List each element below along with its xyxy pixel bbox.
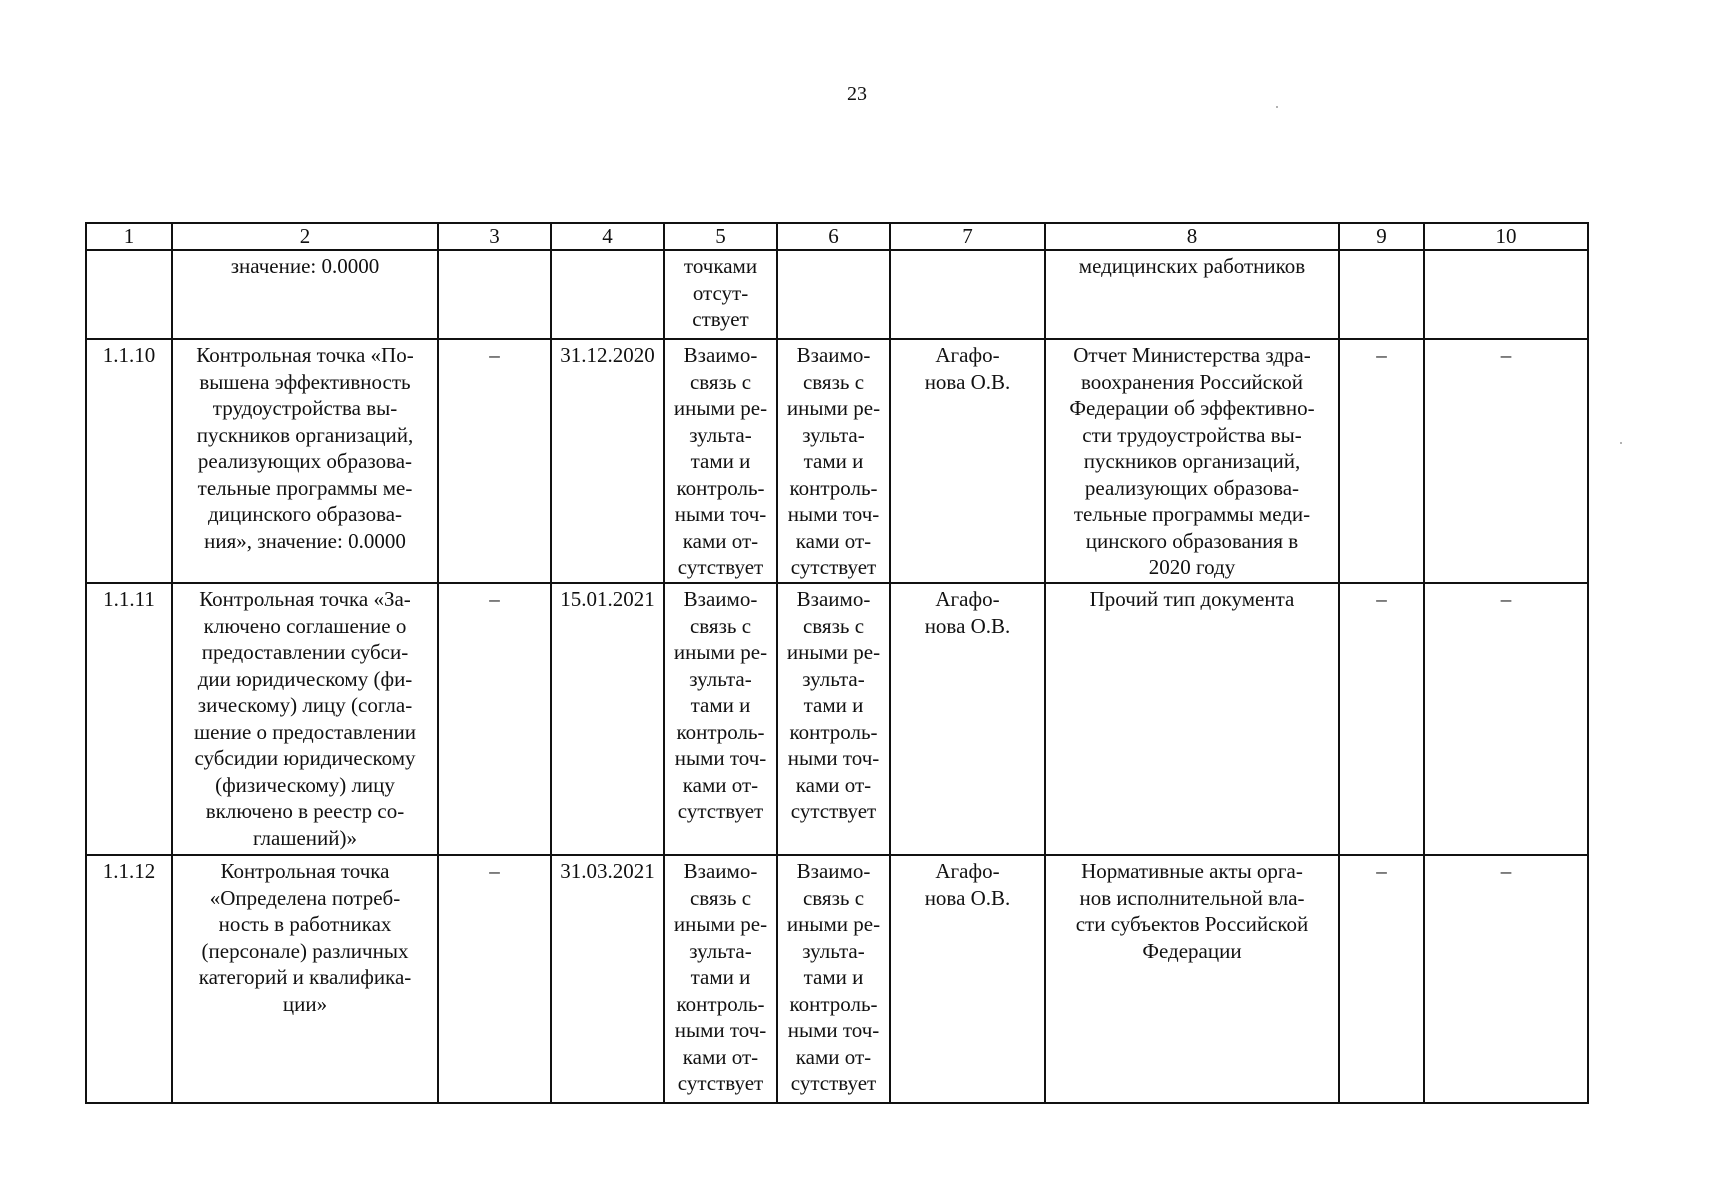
milestone-name-cell: значение: 0.0000 [172, 250, 438, 339]
start-date-cell [438, 250, 551, 339]
table-row [86, 250, 1588, 339]
column-header: 1 [86, 223, 172, 250]
successor-cell: Взаимо- связь с иными ре- зульта- тами и контроль- ными точ- ками от- сутствует [777, 855, 890, 1103]
milestone-name-cell: Контрольная точка «По- вышена эффективность трудоустройства вы- пускников организаций, реализующих образова- тельные программы ме- дицинского образова- ния», значение: 0.0000 [172, 339, 438, 583]
document-cell: Прочий тип документа [1045, 583, 1339, 855]
document-cell: Нормативные акты орга- нов исполнительной вла- сти субъектов Российской Федерации [1045, 855, 1339, 1103]
row-number-cell [86, 250, 172, 339]
predecessor-cell: Взаимо- связь с иными ре- зульта- тами и контроль- ными точ- ками от- сутствует [664, 339, 777, 583]
document-cell: медицинских работников [1045, 250, 1339, 339]
end-date-cell: 31.12.2020 [551, 339, 664, 583]
responsible-cell: Агафо- нова О.В. [890, 855, 1045, 1103]
responsible-cell: Агафо- нова О.В. [890, 583, 1045, 855]
table-row [86, 855, 1588, 1103]
start-date-cell: – [438, 339, 551, 583]
milestone-name-cell: Контрольная точка «За- ключено соглашение о предоставлении субси- дии юридическому (фи- зическому) лицу (согла- шение о предоставлении субсидии юридическому (физическому) лицу включено в реестр со- глашений)» [172, 583, 438, 855]
end-date-cell: 15.01.2021 [551, 583, 664, 855]
plan-table [85, 222, 1589, 1104]
predecessor-cell: Взаимо- связь с иными ре- зульта- тами и контроль- ными точ- ками от- сутствует [664, 855, 777, 1103]
document-cell: Отчет Министерства здра- воохранения Российской Федерации об эффективно- сти трудоустройства вы- пускников организаций, реализующих образова- тельные программы меди- цинского образования в 2020 году [1045, 339, 1339, 583]
column-header: 4 [551, 223, 664, 250]
column-header: 6 [777, 223, 890, 250]
level-cell [1339, 250, 1424, 339]
level-cell: – [1339, 583, 1424, 855]
page-number: 23 [847, 83, 867, 105]
start-date-cell: – [438, 583, 551, 855]
column-header: 2 [172, 223, 438, 250]
successor-cell: Взаимо- связь с иными ре- зульта- тами и контроль- ными точ- ками от- сутствует [777, 583, 890, 855]
responsible-cell: Агафо- нова О.В. [890, 339, 1045, 583]
column-header: 10 [1424, 223, 1588, 250]
row-number-cell: 1.1.10 [86, 339, 172, 583]
successor-cell: Взаимо- связь с иными ре- зульта- тами и контроль- ными точ- ками от- сутствует [777, 339, 890, 583]
start-date-cell: – [438, 855, 551, 1103]
predecessor-cell: точками отсут- ствует [664, 250, 777, 339]
table-header-row [86, 223, 1588, 250]
column-header: 9 [1339, 223, 1424, 250]
column-header: 7 [890, 223, 1045, 250]
project-cell: – [1424, 855, 1588, 1103]
project-cell: – [1424, 583, 1588, 855]
scan-speck [1620, 442, 1622, 444]
project-cell: – [1424, 339, 1588, 583]
table-row [86, 339, 1588, 583]
row-number-cell: 1.1.12 [86, 855, 172, 1103]
predecessor-cell: Взаимо- связь с иными ре- зульта- тами и контроль- ными точ- ками от- сутствует [664, 583, 777, 855]
row-number-cell: 1.1.11 [86, 583, 172, 855]
column-header: 8 [1045, 223, 1339, 250]
successor-cell [777, 250, 890, 339]
level-cell: – [1339, 339, 1424, 583]
project-cell [1424, 250, 1588, 339]
level-cell: – [1339, 855, 1424, 1103]
table-row [86, 583, 1588, 855]
responsible-cell [890, 250, 1045, 339]
column-header: 3 [438, 223, 551, 250]
end-date-cell: 31.03.2021 [551, 855, 664, 1103]
end-date-cell [551, 250, 664, 339]
milestone-name-cell: Контрольная точка «Определена потреб- ность в работниках (персонале) различных категорий и квалифика- ции» [172, 855, 438, 1103]
scan-speck [1276, 106, 1278, 108]
column-header: 5 [664, 223, 777, 250]
